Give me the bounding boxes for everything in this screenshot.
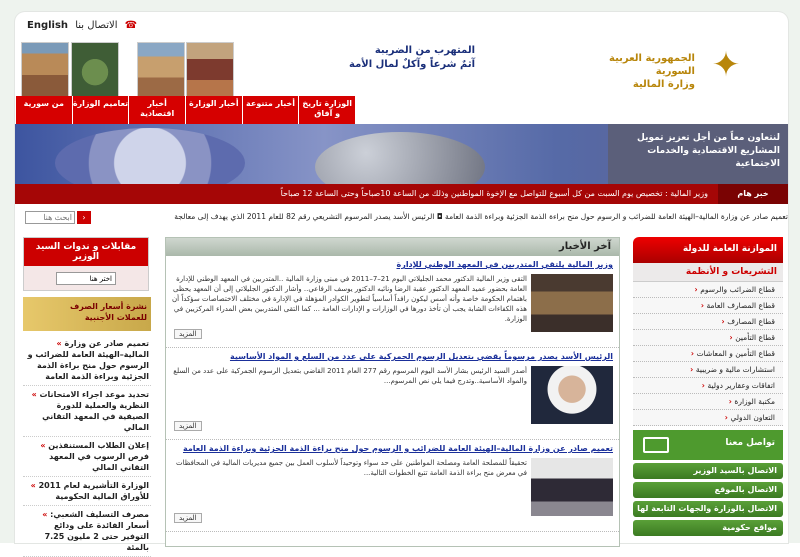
left-news-list [23,335,151,557]
banner-text: لنتعاون معاً من أجل تعزيز تمويل المشاريع الاقتصادية والخدمات الاجتماعية [608,124,788,202]
contact-link[interactable]: الاتصال بالوزارة والجهات التابعة لها [633,501,783,517]
menu-item[interactable]: من سورية [15,96,72,124]
list-item[interactable]: « مصرف التسليف الشعبي: أسعار الفائدة على ودائع التوفير حتى 2 مليون 7.25 بالمئة [23,506,151,557]
news-body: تحقيقاً للمصلحة العامة ومصلحة المواطنين على حد سواء وتوحيداً لأسلوب العمل بين جميع مديريات المالية في المحافظات في معرض منح براءة الذمة العامة تتبع الخطوات التالية... [175,459,527,477]
contact-us-label: تواصل معنا [725,438,775,448]
right-column [633,237,783,547]
sidebar-item[interactable]: › استشارات مالية و ضريبية [633,362,783,378]
header-photo-3 [137,42,185,97]
eagle-emblem-icon: ✦ [711,45,741,85]
sidebar-item[interactable]: › مكتبة الوزارة [633,394,783,410]
search-box [25,211,91,224]
list-item[interactable]: « تعميم صادر عن وزارة المالية–الهيئة العامة للضرائب و الرسوم حول منح براءة الذمة الجزئية وبراءة الذمة العامة [23,335,151,386]
menu-item[interactable]: أخبار متنوعة [242,96,299,124]
sidebar-item[interactable]: › اتفاقات وعقارير دولية [633,378,783,394]
sidebar-item[interactable]: › قطاع المصارف العامة [633,298,783,314]
news-body: التقى وزير المالية الدكتور محمد الجليلاتي اليوم 21–7–2011 في مبنى وزارة المالية ..المتدربين في المعهد الوطني للإدارة العامة بحضور عميد المعهد الدكتور عقبة الرضا ونائبه الدكتور يوسف الرفاعي.. وأشار الدكتور الجليلاتي إلى أن المعهد يحظى باهتمام الحكومة خاصة وأنه أسس ليكون رافداً أساسياً لتطوير الكوادر المؤهلة في الإدارة في مختلف الاختصاصات سؤكداً أن هذه الكفاءات الشابة يجب أن تأخذ دورها في الوزارات و الإدارات العامة ... كما التقى المتدربين بعض المدراء المركزيين في الوزارة. [172,275,527,323]
menu-item[interactable]: أخبار الوزارة [185,96,242,124]
list-item[interactable]: « إعلان الطلاب المستنفذين فرص الرسوب في المعهد التقاني المالي [23,437,151,477]
list-item[interactable]: « تحديد موعد اجراء الامتحانات النظرية والعملية للدورة الصيفية في المعهد التقاني المالي [23,386,151,437]
more-button[interactable]: المزيد [174,329,202,339]
news-thumbnail[interactable] [531,274,613,332]
tax-slogan [315,44,475,72]
latest-news-title: آخر الأخبار [166,238,619,256]
marquee-text[interactable]: تعميم صادر عن وزارة المالية–الهيئة العامة للضرائب و الرسوم حول منح براءة الذمة الجزئية وبراءة الذمة العامة ◘ الرئيس الأسد يصدر المرسوم التشريعي رقم 82 للعام 2011 الذي يهدف إلى معالجة [174,212,788,221]
header-photo-1 [21,42,69,97]
news-title[interactable]: وزير المالية يلتقي المتدربين في المعهد الوطني للإدارة [396,260,613,269]
left-column [23,237,151,552]
slogan-line-1: المتهرب من الضريبة [374,45,475,56]
phone-icon: ☎ [124,20,138,31]
budget-link[interactable]: الموازنة العامة للدولة [633,237,783,263]
contact-us-button[interactable] [633,430,783,460]
sidebar-item[interactable]: › التعاون الدولي [633,410,783,426]
main-menu [15,96,355,124]
news-title[interactable]: تعميم صادر عن وزارة المالية–الهيئة العامة للضرائب و الرسوم حول منح براءة الذمة الجزئية وبراءة الذمة العامة [182,444,613,453]
contact-link[interactable]: الاتصال بنا [75,20,118,31]
sidebar-item[interactable]: › قطاع المصارف [633,314,783,330]
news-thumbnail[interactable] [531,366,613,424]
interviews-select[interactable]: اختر هنا [56,272,116,285]
news-item [166,348,619,440]
news-thumbnail[interactable] [531,458,613,516]
ticker-label: خبر هام [718,184,788,204]
menu-item[interactable]: تعاميم الوزارة [72,96,129,124]
sidebar-item[interactable]: › قطاع التأمين [633,330,783,346]
important-news-ticker [15,184,788,204]
menu-item[interactable]: الوزارة تاريخ و آفاق [298,96,355,124]
news-body: أصدر السيد الرئيس بشار الأسد اليوم المرسوم رقم 277 العام 2011 القاضي بتعديل الرسوم الجمركية على عدد من السلع والمواد الأساسية..وتدرج فيما يلي نص المرسوم... [173,367,527,385]
header-photo-2 [71,42,119,97]
ticker-text[interactable]: وزير المالية : تخصيص يوم السبت من كل أسبوع للتواصل مع الإخوة المواطنين وذلك من الساعة 10صباحاً وحتى الساعة 12 صباحاً [280,189,708,198]
interviews-title: مقابلات و ندوات السيد الوزير [24,238,148,266]
legislation-title[interactable]: التشريعات و الأنظمة [633,263,783,282]
search-input[interactable] [25,211,75,224]
sidebar-item[interactable]: › قطاع التأمين و المعاشات [633,346,783,362]
list-item[interactable]: « الوزارة التأشيرية لعام 2011 للأوراق المالية الحكومية [23,477,151,506]
news-item [166,256,619,348]
logo-line-1: الجمهورية العربية السورية [609,53,695,77]
contact-link[interactable]: الاتصال بالسيد الوزير [633,463,783,479]
header-photo-4 [186,42,234,97]
rates-line-2: للعملات الأجنبية [84,313,147,322]
top-links [27,20,141,31]
news-marquee [15,208,788,226]
english-link[interactable]: English [27,20,69,31]
contact-link[interactable]: الاتصال بالموقع [633,482,783,498]
search-button[interactable]: › [77,211,91,224]
envelope-icon [643,437,669,453]
latest-news [165,237,620,547]
site-frame [15,12,788,552]
menu-item[interactable]: أخبار اقتصادية [128,96,185,124]
contact-link[interactable]: مواقع حكومية [633,520,783,536]
sidebar-item[interactable]: › قطاع الضرائب والرسوم [633,282,783,298]
ministry-logo-text [575,52,695,91]
logo-line-2: وزارة المالية [632,79,695,90]
exchange-rates-link[interactable] [23,297,151,331]
legislation-list [633,282,783,426]
slogan-line-2: آثمٌ شرعاً وآكلٌ لمال الأمة [349,59,475,70]
news-title[interactable]: الرئيس الأسد يصدر مرسوماً يقضي بتعديل الرسوم الجمركية على عدد من السلع و المواد الأساسية [229,352,613,361]
more-button[interactable]: المزيد [174,513,202,523]
contact-links [633,463,783,536]
news-item [166,440,619,532]
interviews-box [23,237,149,291]
rates-line-1: نشرة أسعار الصرف [69,302,147,311]
more-button[interactable]: المزيد [174,421,202,431]
